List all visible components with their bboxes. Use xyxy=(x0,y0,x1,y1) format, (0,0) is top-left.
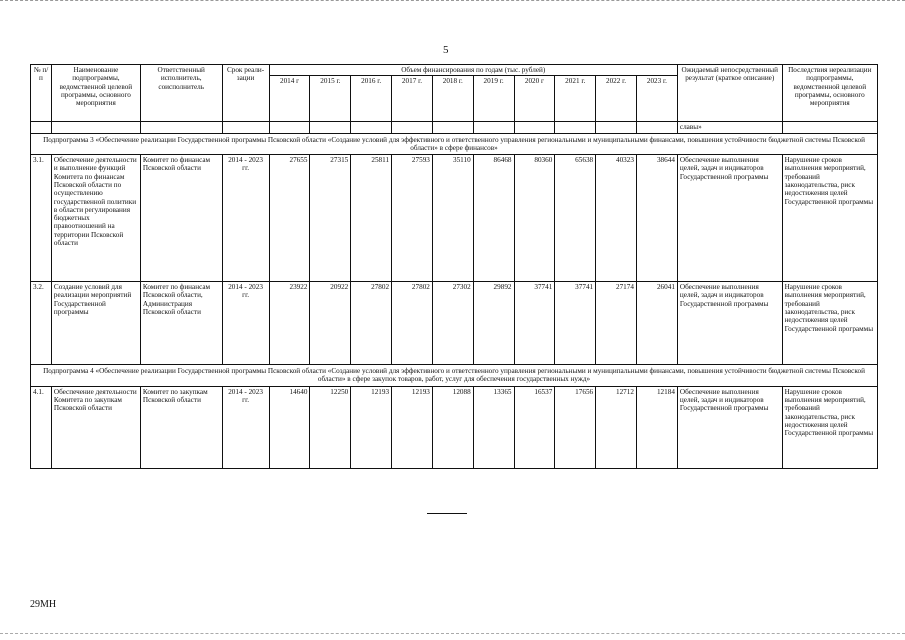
carry-over-row xyxy=(31,122,878,133)
row-num: 3.1. xyxy=(31,155,52,282)
row-value: 35110 xyxy=(432,155,473,282)
row-value: 25811 xyxy=(351,155,392,282)
carry-over-text: славы» xyxy=(677,122,782,133)
row-value: 27174 xyxy=(596,282,637,365)
header-year: 2018 г. xyxy=(432,76,473,122)
row-value: 27302 xyxy=(432,282,473,365)
row-value: 26041 xyxy=(636,282,677,365)
scan-edge-top xyxy=(0,0,905,6)
row-value: 16537 xyxy=(514,386,555,468)
row-consequences: Нарушение сроков выполнения мероприятий, требований законодательства, риск недостижения целей Государственной программы xyxy=(782,155,877,282)
table-row xyxy=(31,386,878,468)
row-term: 2014 - 2023 гг. xyxy=(222,155,269,282)
row-result: Обеспечение выполнения целей, задач и индикаторов Государственной программы xyxy=(677,282,782,365)
row-term: 2014 - 2023 гг. xyxy=(222,282,269,365)
row-value: 27655 xyxy=(269,155,310,282)
row-value: 37741 xyxy=(555,282,596,365)
row-result: Обеспечение выполнения целей, задач и индикаторов Государственной программы xyxy=(677,386,782,468)
row-value: 37741 xyxy=(514,282,555,365)
subprogram-row xyxy=(31,365,878,387)
row-consequences: Нарушение сроков выполнения мероприятий, требований законодательства, риск недостижения целей Государственной программы xyxy=(782,386,877,468)
header-year: 2019 г. xyxy=(473,76,514,122)
row-consequences: Нарушение сроков выполнения мероприятий, требований законодательства, риск недостижения целей Государственной программы xyxy=(782,282,877,365)
row-value: 86468 xyxy=(473,155,514,282)
row-responsible: Комитет по финансам Псковской области, Администрация Псковской области xyxy=(140,282,222,365)
table-row xyxy=(31,282,878,365)
header-consequences: Последствия нереализации подпрограммы, ведомственной целевой программы, основного мероприятия xyxy=(782,65,877,122)
row-value: 12193 xyxy=(351,386,392,468)
row-value: 29892 xyxy=(473,282,514,365)
row-responsible: Комитет по финансам Псковской области xyxy=(140,155,222,282)
subprogram3-title: Подпрограмма 3 «Обеспечение реализации Государственной программы Псковской области «Создание условий для эффективного и ответственного управления региональными и муниципальными финансами, повышения устойчивости бюджетной системы Псковской области» в сфере финансов» xyxy=(31,133,878,155)
scan-edge-bottom xyxy=(0,633,905,636)
row-value: 12184 xyxy=(636,386,677,468)
header-year: 2020 г xyxy=(514,76,555,122)
row-value: 80360 xyxy=(514,155,555,282)
header-year: 2014 г xyxy=(269,76,310,122)
row-responsible: Комитет по закупкам Псковской области xyxy=(140,386,222,468)
row-value: 40323 xyxy=(596,155,637,282)
row-value: 38644 xyxy=(636,155,677,282)
header-year: 2021 г. xyxy=(555,76,596,122)
row-value: 12193 xyxy=(392,386,433,468)
row-term: 2014 - 2023 гг. xyxy=(222,386,269,468)
header-term: Срок реали-зации xyxy=(222,65,269,122)
footer-divider xyxy=(427,513,467,514)
subprogram4-title: Подпрограмма 4 «Обеспечение реализации Государственной программы Псковской области «Создание условий для эффективного и ответственного управления региональными и муниципальными финансами, повышения устойчивости бюджетной системы Псковской области» в сфере закупок товаров, работ, услуг для обеспечения государственных нужд» xyxy=(31,365,878,387)
header-num: № п/п xyxy=(31,65,52,122)
row-value: 65638 xyxy=(555,155,596,282)
row-name: Обеспечение деятельности и выполнение функций Комитета по финансам Псковской области по осуществлению государственной политики в области регулирования бюджетных правоотношений на территории Псковской области xyxy=(51,155,140,282)
row-value: 27802 xyxy=(392,282,433,365)
header-year: 2022 г. xyxy=(596,76,637,122)
row-value: 13365 xyxy=(473,386,514,468)
row-num: 3.2. xyxy=(31,282,52,365)
row-name: Создание условий для реализации мероприятий Государственной программы xyxy=(51,282,140,365)
header-year: 2017 г. xyxy=(392,76,433,122)
subprogram-row xyxy=(31,133,878,155)
row-value: 12712 xyxy=(596,386,637,468)
row-value: 17656 xyxy=(555,386,596,468)
header-result: Ожидаемый непосредственный результат (краткое описание) xyxy=(677,65,782,122)
footer-code: 29МН xyxy=(30,599,57,610)
row-value: 12088 xyxy=(432,386,473,468)
page-number: 5 xyxy=(443,44,449,56)
header-funding: Объем финансирования по годам (тыс. рублей) xyxy=(269,65,677,76)
row-name: Обеспечение деятельности Комитета по закупкам Псковской области xyxy=(51,386,140,468)
funding-table xyxy=(30,64,878,469)
row-value: 12250 xyxy=(310,386,351,468)
header-year: 2023 г. xyxy=(636,76,677,122)
header-responsible: Ответственный исполнитель, соисполнитель xyxy=(140,65,222,122)
table-row xyxy=(31,155,878,282)
row-num: 4.1. xyxy=(31,386,52,468)
row-value: 27315 xyxy=(310,155,351,282)
row-value: 14640 xyxy=(269,386,310,468)
row-value: 23922 xyxy=(269,282,310,365)
row-value: 20922 xyxy=(310,282,351,365)
header-name: Наименование подпрограммы, ведомственной целевой программы, основного мероприятия xyxy=(51,65,140,122)
header-year: 2015 г. xyxy=(310,76,351,122)
row-value: 27593 xyxy=(392,155,433,282)
row-result: Обеспечение выполнения целей, задач и индикаторов Государственной программы xyxy=(677,155,782,282)
header-year: 2016 г. xyxy=(351,76,392,122)
row-value: 27802 xyxy=(351,282,392,365)
